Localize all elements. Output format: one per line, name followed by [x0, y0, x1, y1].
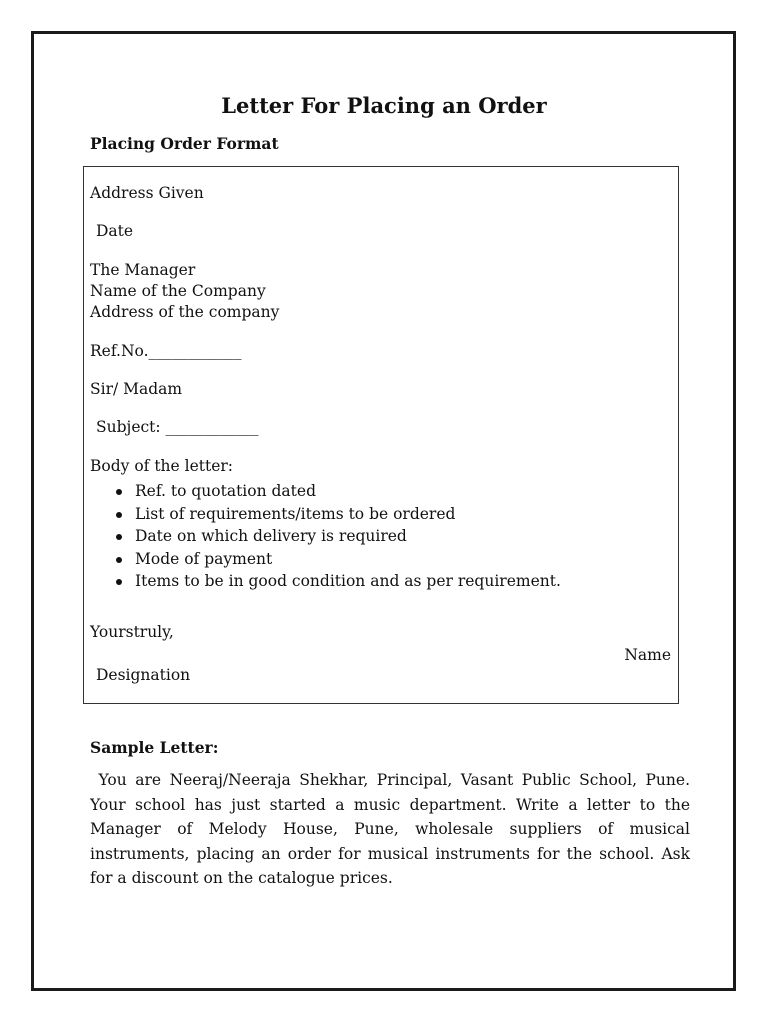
recipient-line: The Manager — [90, 261, 196, 279]
list-item: List of requirements/items to be ordered — [113, 503, 561, 526]
ref-line: Ref.No.____________ — [90, 342, 242, 360]
list-item: Mode of payment — [113, 548, 561, 571]
list-item: Date on which delivery is required — [113, 525, 561, 548]
recipient-line: Name of the Company — [90, 282, 266, 300]
body-points-list — [113, 480, 561, 593]
list-item: Ref. to quotation dated — [113, 480, 561, 503]
recipient-line: Address of the company — [90, 303, 280, 321]
page-title: Letter For Placing an Order — [221, 93, 547, 118]
name-line: Name — [624, 646, 671, 664]
sample-heading: Sample Letter: — [90, 738, 219, 757]
salutation-line: Sir/ Madam — [90, 380, 183, 398]
closing-line: Yourstruly, — [90, 623, 174, 641]
designation-line: Designation — [96, 666, 191, 684]
subject-line: Subject: ____________ — [96, 418, 259, 436]
address-line: Address Given — [90, 184, 204, 202]
sample-text: You are Neeraj/Neeraja Shekhar, Principal, Vasant Public School, Pune. Your school has just started a music department. Write a letter to the Manager of Melody House, Pune, wholesale suppliers of musical instruments, placing an order for musical instruments for the school. Ask for a discount on the catalogue prices. — [90, 771, 690, 887]
list-item: Items to be in good condition and as per requirement. — [113, 570, 561, 593]
format-heading: Placing Order Format — [90, 134, 279, 153]
date-line: Date — [96, 222, 134, 240]
body-label: Body of the letter: — [90, 457, 234, 475]
